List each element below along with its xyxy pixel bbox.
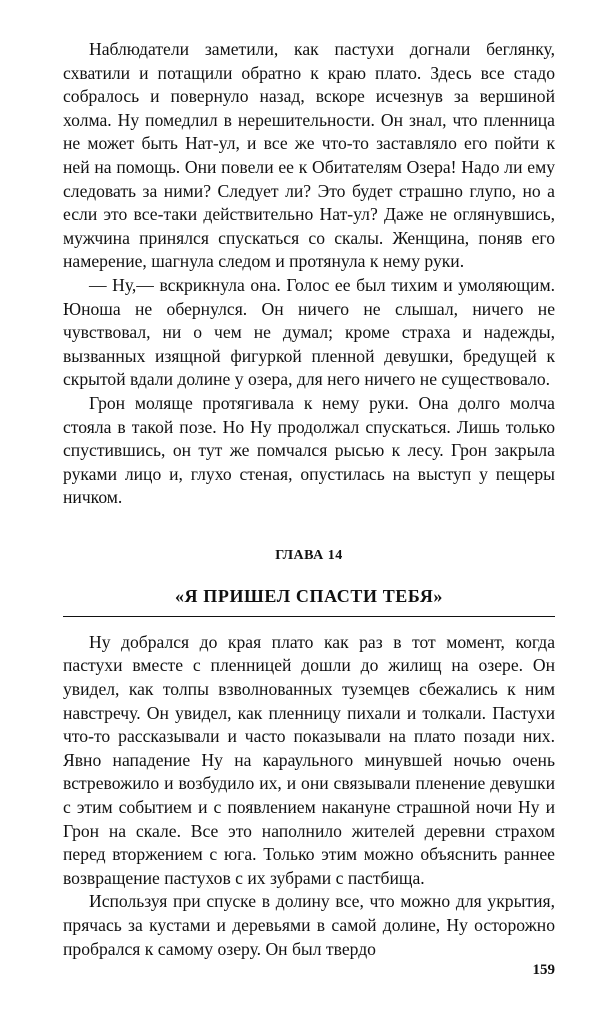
chapter-title: «Я ПРИШЕЛ СПАСТИ ТЕБЯ» (174, 585, 444, 606)
paragraph-1: Наблюдатели заметили, как пастухи догнали беглянку, схватили и потащили обратно к краю плато. Здесь все стадо собралось и повернуло назад, вскоре исчезнув за вершиной холма. Ну помедлил в нерешительности. Он знал, что пленница не может быть Нат-ул, и все же что-то заставляло его пойти к ней на помощь. Они повели ее к Обитателям Озера! Надо ли ему следовать за ними? Следует ли? Это будет страшно глупо, но а если это все-таки действительно Нат-ул? Даже не оглянувшись, мужчина принялся спускаться со скалы. Женщина, поняв его намерение, шагнула следом и протянула к нему руки. (63, 39, 555, 272)
paragraph-4: Ну добрался до края плато как раз в тот момент, когда пастухи вместе с пленницей дошли до жилищ на озере. Он увидел, как толпы взволнованных туземцев сбежались к ним навстречу. Он увидел, как пленницу пихали и толкали. Пастухи что-то рассказывали и часто показывали на плато позади них. Явно нападение Ну на караульного минувшей ночью очень встревожило и возбудило их, и они связывали пленение девушки с этим событием и с появлением накануне страшной ночи Ну и Грон на скале. Все это наполнило жителей деревни страхом перед вторжением с юга. Только этим можно объяснить раннее возвращение пастухов с их зубрами с пастбища. (63, 631, 555, 888)
paragraph-2: — Ну,— вскрикнула она. Голос ее был тихим и умоляющим. Юноша не обернулся. Он ничего не слышал, ничего не чувствовал, ни о чем не думал; кроме страха и надежды, вызванных изящной фигуркой пленной девушки, бредущей к скрытой вдали долине у озера, для него ничего не существовало. (63, 274, 555, 390)
paragraph-5: Используя при спуске в долину все, что можно для укрытия, прячась за кустами и деревьями в самой долине, Ну осторожно пробрался к самому озеру. Он был твердо (63, 891, 555, 959)
page-number: 159 (532, 962, 555, 978)
book-page (63, 38, 555, 961)
chapter-heading (63, 546, 555, 608)
chapter-divider (63, 616, 555, 617)
paragraph-3: Грон моляще протягивала к нему руки. Она долго молча стояла в такой позе. Но Ну продолжал спускаться. Лишь только спустившись, он тут же помчался рысью к лесу. Грон закрыла руками лицо и, глухо стеная, опустилась на выступ у пещеры ничком. (63, 392, 555, 508)
chapter-label: ГЛАВА 14 (275, 547, 343, 563)
